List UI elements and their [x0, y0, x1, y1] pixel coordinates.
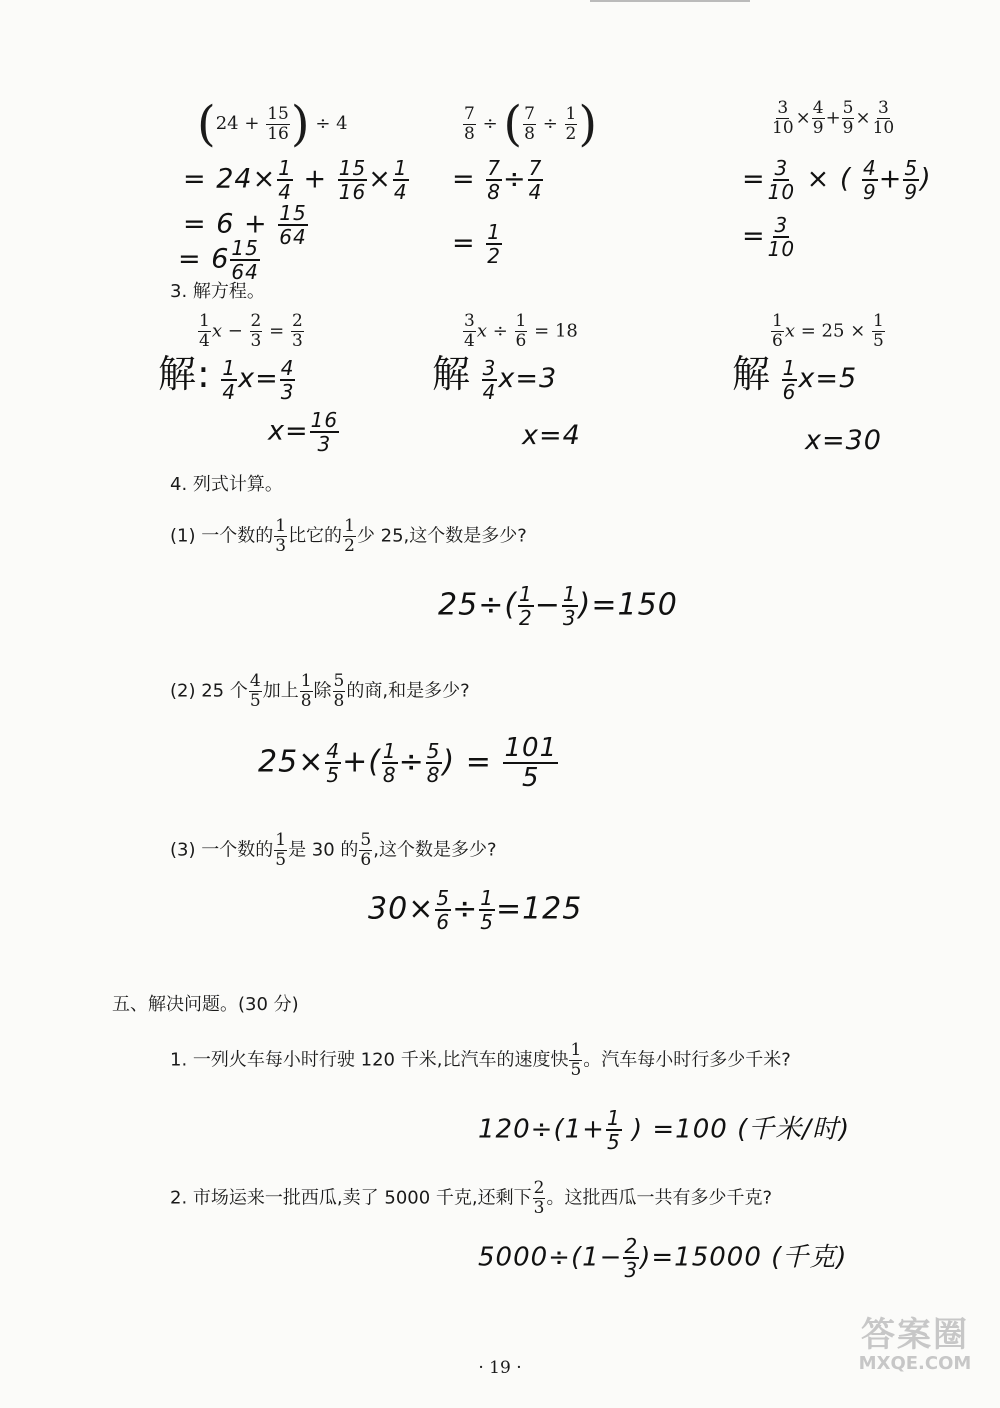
q4-item-1-question: (1) 一个数的 $\frac{1}{3}$ 比它的 $\frac{1}{2}$ 少 25,这个数是多少? — [170, 516, 527, 556]
equation-3-step-2: x=30 — [805, 425, 882, 456]
equation-1-step-1: 解: $\frac{1}{4}$ x= $\frac{4}{3}$ — [158, 352, 295, 404]
q4-item-2-answer: 25× $\frac{4}{5}$ +( $\frac{1}{8}$ ÷ $\frac{5}{8}$ ) = $\frac{101}{5}$ — [258, 733, 558, 793]
equation-2-step-2: x=4 — [522, 420, 581, 451]
equation-2: $\frac{3}{4}$ x ÷ $\frac{1}{6}$ = 18 — [464, 311, 578, 351]
watermark-url: MXQE.COM — [858, 1353, 972, 1374]
calc-3-step-2: = $\frac{3}{10}$ — [742, 213, 796, 261]
q4-item-1-answer: 25÷( $\frac{1}{2}$ − $\frac{1}{3}$ )=150 — [438, 582, 678, 630]
equation-3-step-1: 解 $\frac{1}{6}$ x=5 — [732, 352, 858, 404]
calc-1-step-1: = 24× $\frac{1}{4}$ + $\frac{15}{16}$ × $\frac{1}{4}$ — [183, 156, 408, 204]
page-number: · 19 · — [478, 1358, 522, 1378]
calc-problem-2: $\frac{7}{8}$ ÷ ( $\frac{7}{8}$ ÷ $\frac{1}{2}$ ) — [464, 96, 598, 152]
equation-2-step-1: 解 $\frac{3}{4}$ x=3 — [432, 352, 558, 404]
watermark-logo — [840, 1315, 990, 1375]
part5-item-1-question: 1. 一列火车每小时行驶 120 千米,比汽车的速度快 $\frac{1}{5}$ 。汽车每小时行多少千米? — [170, 1040, 791, 1080]
top-scan-line — [590, 0, 750, 2]
part5-title: 五、解决问题。(30 分) — [112, 994, 299, 1015]
part5-item-2-question: 2. 市场运来一批西瓜,卖了 5000 千克,还剩下 $\frac{2}{3}$ 。这批西瓜一共有多少千克? — [170, 1178, 773, 1218]
equation-1-step-2: x= $\frac{16}{3}$ — [268, 408, 339, 456]
calc-3-step-1: = $\frac{3}{10}$ × ( $\frac{4}{9}$ + $\frac{5}{9}$ ) — [742, 156, 932, 204]
q4-title: 4. 列式计算。 — [170, 474, 283, 495]
equation-3: $\frac{1}{6}$ x = 25 × $\frac{1}{5}$ — [772, 311, 884, 351]
q3-title: 3. 解方程。 — [170, 281, 265, 302]
equation-1: $\frac{1}{4}$ x − $\frac{2}{3}$ = $\frac{2}{3}$ — [199, 311, 303, 351]
calc-2-step-2: = $\frac{1}{2}$ — [452, 220, 501, 268]
calc-1-step-3: = 6 $\frac{15}{64}$ — [178, 236, 259, 284]
part5-item-1-answer: 120÷(1+ $\frac{1}{5}$ ) =100 (千米/时) — [478, 1106, 851, 1154]
calc-problem-1: (24 + $\frac{15}{16}$ ) ÷ 4 — [197, 96, 348, 152]
part5-item-2-answer: 5000÷(1− $\frac{2}{3}$ )=15000 (千克) — [478, 1234, 848, 1282]
q4-item-3-question: (3) 一个数的 $\frac{1}{5}$ 是 30 的 $\frac{5}{6}$ ,这个数是多少? — [170, 830, 497, 870]
q4-item-2-question: (2) 25 个 $\frac{4}{5}$ 加上 $\frac{1}{8}$ 除 $\frac{5}{8}$ 的商,和是多少? — [170, 671, 470, 711]
calc-1-step-2: = 6 + $\frac{15}{64}$ — [183, 201, 307, 249]
calc-problem-3: $\frac{3}{10}$ × $\frac{4}{9}$ + $\frac{5}{9}$ × $\frac{3}{10}$ — [772, 98, 895, 138]
watermark-text: 答案圈 — [861, 1315, 969, 1355]
q4-item-3-answer: 30× $\frac{5}{6}$ ÷ $\frac{1}{5}$ =125 — [368, 886, 583, 934]
calc-2-step-1: = $\frac{7}{8}$ ÷ $\frac{7}{4}$ — [452, 156, 543, 204]
